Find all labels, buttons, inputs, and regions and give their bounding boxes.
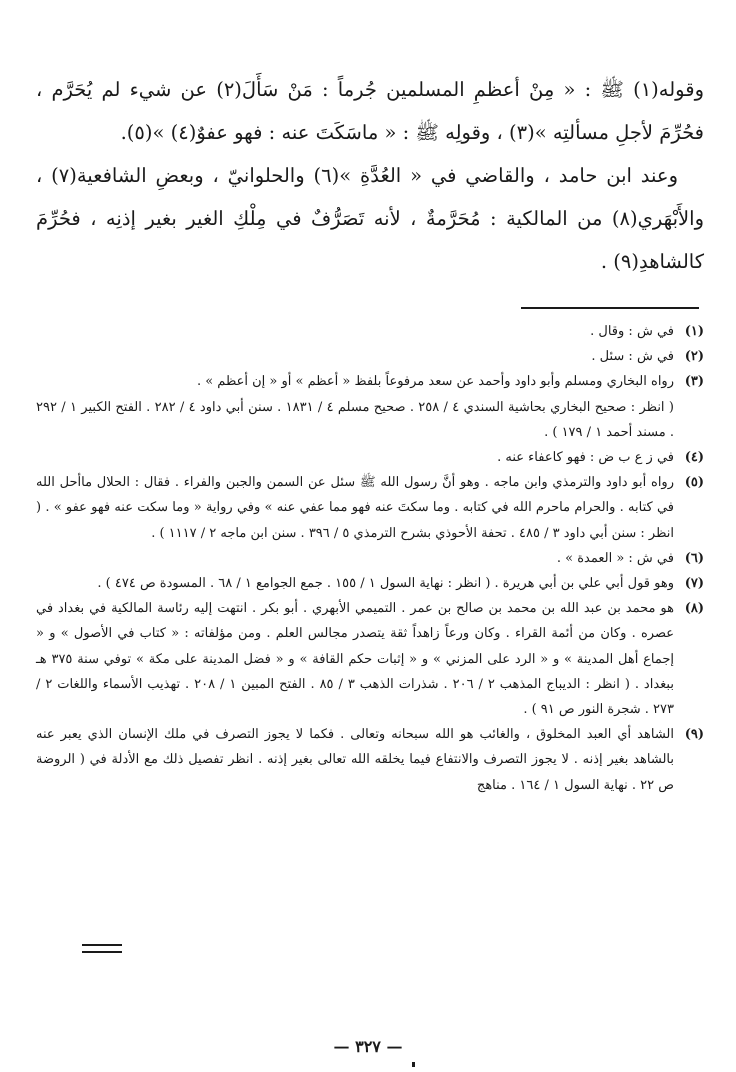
footnote-text: رواه أبو داود والترمذي وابن ماجه . وهو أنَّ رسول الله ﷺ سئل عن السمن والجبن والفراء . فقال : الحلال ماأحل الله في كتابه . والحرام ماحرم الله في كتابه . وما سكتَ عنه فهو مما عفي عنه » وفي رواية « وما سكت عنه فهو عفو » . ( انظر : سنن أبي داود ٣ / ٤٨٥ . تحفة الأحوذي بشرح الترمذي ٥ / ٣٩٦ . سنن ابن ماجه ٢ / ١١١٧ ) .	[36, 475, 674, 541]
main-text	[36, 68, 704, 283]
footnote-text: في ز ع ب ض : فهو كاعفاء عنه .	[497, 450, 674, 466]
footnote-7	[36, 571, 704, 596]
footnote-number: (٤)	[684, 450, 704, 466]
page-number: — ٣٢٧ —	[333, 1037, 403, 1056]
footnote-2	[36, 344, 704, 369]
footnotes	[36, 319, 704, 798]
footnote-text: رواه البخاري ومسلم وأبو داود وأحمد عن سعد مرفوعاً بلفظ « أعظم » أو « إن أعظم » .	[196, 374, 674, 390]
footnote-text: في ش : سئل .	[591, 349, 674, 365]
footnote-number: (٥)	[684, 475, 704, 491]
footnote-number: (٧)	[684, 576, 704, 592]
footnote-4	[36, 445, 704, 470]
main-paragraph-1: وقوله(١) ﷺ : « مِنْ أعظمِ المسلمين جُرماً : مَنْ سَأَلَ(٢) عن شيء لم يُحَرَّم ، فحُرِّمَ لأجلِ مسألتِه »(٣) ، وقولِه ﷺ : « ماسَكَتَ عنه : فهو عفوٌ(٤) »(٥).	[36, 78, 704, 144]
footnote-6	[36, 546, 704, 571]
footnote-1	[36, 319, 704, 344]
printing-mark	[412, 1062, 415, 1067]
footnote-text: هو محمد بن عبد الله بن محمد بن صالح بن عمر . التميمي الأبهري . أبو بكر . انتهت إليه رئاسة المالكية في بغداد في عصره . وكان من أئمة القراء . وكان ورعاً زاهداً ثقة يتصدر مجالس العلم . ومن مؤلفاته : « كتاب في الأصول » و « إجماع أهل المدينة » و « الرد على المزني » و « إثبات حكم القافة » و « فضل المدينة على مكة » توفي سنة ٣٧٥ هـ ببغداد . ( انظر : الديباج المذهب ٢ / ٢٠٦ . شذرات الذهب ٣ / ٨٥ . الفتح المبين ١ / ٢٠٨ . تهذيب الأسماء واللغات ٢ / ٢٧٣ . شجرة النور ص ٩١ ) .	[36, 601, 675, 718]
footnote-number: (٦)	[684, 550, 704, 566]
main-paragraph-2: وعند ابن حامد ، والقاضي في « العُدَّةِ »(٦) والحلوانيّ ، وبعضِ الشافعية(٧) ، والأَبْهَري(٨) من المالكية : مُحَرَّمةٌ ، لأنه تَصَرُّفٌ في مِلْكِ الغير بغير إذنِه ، فحُرِّمَ كالشاهدِ(٩) .	[36, 164, 704, 273]
continuation-mark	[82, 944, 122, 953]
footnote-5	[36, 470, 704, 546]
footnote-text: في ش : « العمدة » .	[556, 550, 674, 566]
footnote-number: (٣)	[684, 374, 704, 390]
footnote-separator	[521, 307, 699, 309]
footnote-number: (٨)	[684, 601, 704, 617]
footnote-text: في ش : وقال .	[590, 324, 674, 339]
footnote-text: ( انظر : صحيح البخاري بحاشية السندي ٤ / ٢٥٨ . صحيح مسلم ٤ / ١٨٣١ . سنن أبي داود ٤ / ٢٨٢ . الفتح الكبير ١ / ٢٩٢ . مسند أحمد ١ / ١٧٩ ) .	[36, 399, 674, 440]
footnote-number: (٢)	[684, 349, 704, 365]
footnote-9	[36, 722, 704, 798]
footnote-number: (٩)	[684, 727, 704, 743]
footnote-8	[36, 596, 704, 722]
footnote-3	[36, 369, 704, 445]
footnote-number: (١)	[684, 324, 704, 339]
footnote-text: الشاهد أي العبد المخلوق ، والغائب هو الله سبحانه وتعالى . فكما لا يجوز التصرف في ملك الإنسان الذي يعبر عنه بالشاهد بغير إذنه . لا يجوز التصرف والانتفاع فيما يخلقه الله تعالى بغير إذنه . انظر تفصيل ذلك مع الأدلة في ( الروضة ص ٢٢ . نهاية السول ١ / ١٦٤ . مناهج	[36, 727, 674, 793]
footnote-text: وهو قول أبي علي بن أبي هريرة . ( انظر : نهاية السول ١ / ١٥٥ . جمع الجوامع ١ / ٦٨ . المسودة ص ٤٧٤ ) .	[97, 576, 674, 592]
